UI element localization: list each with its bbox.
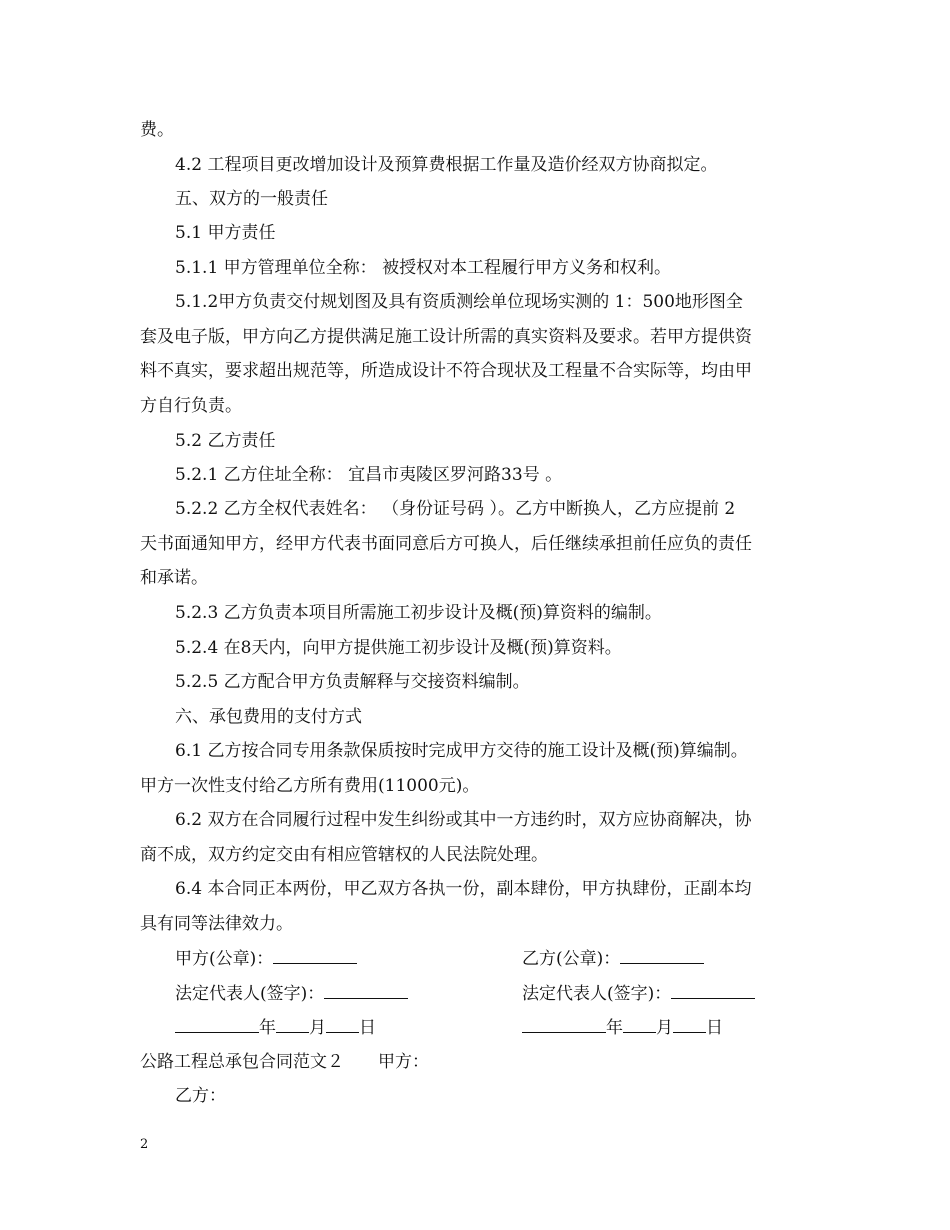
- month-label: 月: [656, 1018, 673, 1038]
- paragraph-line: 和承诺。: [140, 568, 208, 588]
- subsection-heading: 5.2 乙方责任: [175, 431, 276, 451]
- paragraph-line: 5.2.2 乙方全权代表姓名： （身份证号码 ）。乙方中断换人，乙方应提前 2: [175, 499, 736, 519]
- party-b-rep-label: 法定代表人(签字)：: [522, 984, 672, 1004]
- paragraph-line: 5.1.1 甲方管理单位全称： 被授权对本工程履行甲方义务和权利。: [175, 258, 672, 278]
- party-a-seal-label: 甲方(公章)：: [175, 949, 274, 969]
- party-a-rep-label: 法定代表人(签字)：: [175, 984, 325, 1004]
- party-b-rep-line: [522, 981, 755, 1006]
- day-label: 日: [359, 1018, 376, 1038]
- paragraph-line: 具有同等法律效力。: [140, 914, 293, 934]
- party-a-date-line: [175, 1015, 376, 1040]
- paragraph-line: 料不真实，要求超出规范等，所造成设计不符合现状及工程量不合实际等，均由甲: [140, 361, 752, 381]
- year-blank: [175, 1015, 259, 1033]
- paragraph-line: 5.2.5 乙方配合甲方负责解释与交接资料编制。: [175, 672, 530, 692]
- paragraph-line: 5.2.4 在8天内，向甲方提供施工初步设计及概(预)算资料。: [175, 638, 622, 658]
- month-blank: [623, 1015, 656, 1033]
- day-label: 日: [706, 1018, 723, 1038]
- paragraph-line: 天书面通知甲方，经甲方代表书面同意后方可换人，后任继续承担前任应负的责任: [140, 534, 752, 554]
- party-b-rep-blank: [671, 981, 755, 999]
- party-a-rep-line: [175, 981, 408, 1006]
- year-label: 年: [606, 1018, 623, 1038]
- month-blank: [276, 1015, 309, 1033]
- paragraph-line: 套及电子版，甲方向乙方提供满足施工设计所需的真实资料及要求。若甲方提供资: [140, 327, 752, 347]
- year-blank: [522, 1015, 606, 1033]
- paragraph-line: 商不成，双方约定交由有相应管辖权的人民法院处理。: [140, 845, 548, 865]
- paragraph-line: 甲方一次性支付给乙方所有费用(11000元)。: [140, 776, 480, 796]
- party-b-seal-label: 乙方(公章)：: [522, 949, 621, 969]
- party-b-seal-blank: [620, 946, 704, 964]
- next-party-b-label: 乙方：: [175, 1086, 226, 1106]
- paragraph-line: 方自行负责。: [140, 396, 242, 416]
- party-a-rep-blank: [324, 981, 408, 999]
- next-document-line: [140, 1050, 429, 1074]
- paragraph-line: 6.1 乙方按合同专用条款保质按时完成甲方交待的施工设计及概(预)算编制。: [175, 741, 748, 761]
- party-b-seal-line: [522, 946, 704, 971]
- subsection-heading: 5.1 甲方责任: [175, 223, 276, 243]
- paragraph-line: 费。: [140, 120, 174, 140]
- party-a-seal-blank: [273, 946, 357, 964]
- paragraph-line: 6.2 双方在合同履行过程中发生纠纷或其中一方违约时，双方应协商解决，协: [175, 810, 752, 830]
- day-blank: [326, 1015, 359, 1033]
- page-number: 2: [140, 1137, 149, 1152]
- next-document-title: 公路工程总承包合同范文２: [140, 1052, 344, 1072]
- paragraph-line: 4.2 工程项目更改增加设计及预算费根据工作量及造价经双方协商拟定。: [175, 155, 718, 175]
- party-a-seal-line: [175, 946, 357, 971]
- paragraph-line: 6.4 本合同正本两份，甲乙双方各执一份，副本肆份，甲方执肆份，正副本均: [175, 879, 752, 899]
- next-party-a-label: 甲方：: [378, 1052, 429, 1072]
- year-label: 年: [259, 1018, 276, 1038]
- paragraph-line: 5.2.1 乙方住址全称： 宜昌市夷陵区罗河路33号 。: [175, 465, 563, 485]
- paragraph-line: 5.2.3 乙方负责本项目所需施工初步设计及概(预)算资料的编制。: [175, 603, 662, 623]
- section-heading: 五、双方的一般责任: [175, 189, 328, 209]
- paragraph-line: 5.1.2甲方负责交付规划图及具有资质测绘单位现场实测的 1：500地形图全: [175, 292, 743, 312]
- month-label: 月: [309, 1018, 326, 1038]
- party-b-date-line: [522, 1015, 723, 1040]
- section-heading: 六、承包费用的支付方式: [175, 707, 362, 727]
- day-blank: [673, 1015, 706, 1033]
